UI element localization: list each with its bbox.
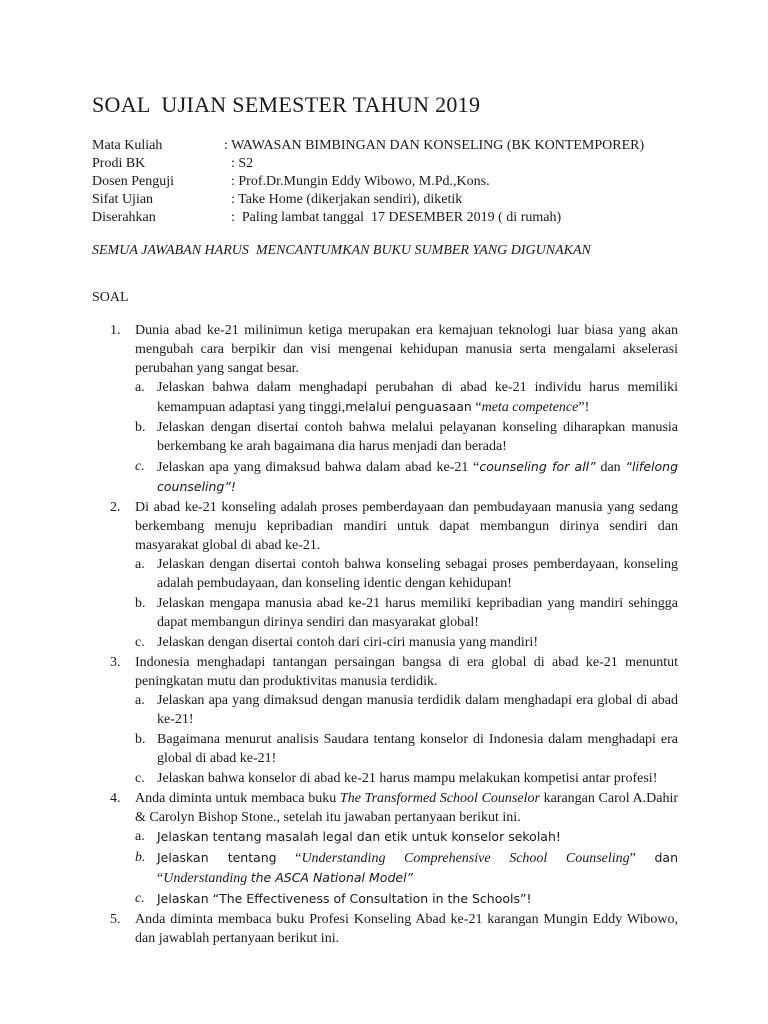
question-text: Anda diminta untuk membaca buku [135,791,340,806]
sub-letter: b. [135,596,146,611]
sub-question-2a [135,555,678,593]
sub-text: Jelaskan dengan disertai contoh bahwa melalui pelayanan konseling diharapkan manusia berkembang ke arah bagaimana dia harus menjadi dan berada! [157,420,678,454]
questions-heading: SOAL [92,290,129,305]
sub-text-italic: Understanding Comprehensive School Counseling [301,851,630,866]
sub-question-list [135,827,678,909]
sub-question-3a [135,691,678,729]
question-2 [110,498,678,652]
question-4 [110,789,679,909]
sub-text: “ [157,871,164,886]
sub-text: Jelaskan tentang masalah legal dan etik untuk konselor sekolah! [157,829,561,844]
book-title: The Transformed School Counselor [339,791,540,806]
question-number: 5. [110,912,121,927]
info-label: Sifat Ujian [92,192,154,207]
info-value: : Paling lambat tanggal 17 DESEMBER 2019 ( di rumah) [224,210,562,225]
question-text: Anda diminta membaca buku Profesi Konseling Abad ke-21 karangan Mungin Eddy Wibowo, dan jawablah pertanyaan berikut ini. [135,912,678,946]
exam-info [92,137,644,227]
info-label: Dosen Penguji [92,174,175,189]
sub-question-1a [135,378,678,417]
sub-text: ” [629,851,655,866]
question-text: Dunia abad ke-21 milinimun ketiga merupakan era kemajuan teknologi luar biasa yang akan mengubah cara berpikir dan visi mengenai kehidupan manusia serta mengalami akselerasi perubahan yang sangat besar. [135,323,678,376]
question-text: karangan Carol A.Dahir & Carolyn Bishop Stone., setelah itu jawaban pertanyaan berikut ini. [135,791,679,825]
info-value: : S2 [224,156,254,171]
sub-letter: b. [135,850,146,865]
question-5 [110,910,678,948]
sub-text: “ [471,400,482,415]
question-1 [110,321,679,497]
sub-text: Jelaskan mengapa manusia abad ke-21 harus memiliki kepribadian yang mandiri sehingga dapat membangun dirinya sendiri dan masyarakat global! [157,596,678,630]
sub-letter: a. [135,693,145,708]
sub-text: Jelaskan tentang [157,850,277,865]
question-list [110,321,679,949]
sub-question-2c [135,633,678,652]
info-label: Prodi BK [92,156,146,171]
sub-text-italic: counseling for all” [479,459,596,474]
info-value: : WAWASAN BIMBINGAN DAN KONSELING (BK KONTEMPORER) [224,138,645,153]
info-row-examiner [92,173,644,191]
question-number: 4. [110,791,121,806]
sub-question-3b [135,730,678,768]
info-label: Mata Kuliah [92,138,163,153]
sub-letter: a. [135,380,145,395]
sub-text: dan [654,850,679,865]
sub-question-4c [135,889,678,909]
sub-letter: c. [135,891,145,906]
sub-letter: c. [135,771,145,786]
question-text: Indonesia menghadapi tantangan persaingan bangsa di era global di abad ke-21 menuntut peningkatan mutu dan produktivitas manusia terdidik. [135,655,678,689]
info-row-deadline [92,209,644,227]
question-number: 2. [110,500,121,515]
sub-text: Jelaskan dengan disertai contoh bahwa konseling sebagai proses pemberdayaan, konseling adalah pembudayaan, dan konseling identic dengan kehidupan! [157,557,678,591]
sub-text: Bagaimana menurut analisis Saudara tentang konselor di Indonesia dalam menghadapi era global di abad ke-21! [157,732,678,766]
sub-question-list [135,691,678,788]
info-row-program [92,155,644,173]
sub-question-1b [135,418,678,456]
question-number: 3. [110,655,121,670]
sub-question-1c [135,457,679,497]
sub-letter: b. [135,420,146,435]
info-label: Diserahkan [92,210,156,225]
sub-question-3c [135,769,678,788]
sub-letter: b. [135,732,146,747]
info-row-type [92,191,644,209]
sub-text: dan [595,460,626,475]
sub-letter: c. [135,459,145,474]
sub-text-italic: Understanding [163,871,251,886]
question-text: Di abad ke-21 konseling adalah proses pemberdayaan dan pembudayaan manusia yang sedang berkembang menuju kepribadian mandiri untuk dapat membangun dirinya sendiri dan masyarakat global di abad ke-21. [135,500,678,553]
sub-text: Jelaskan apa yang dimaksud bahwa dalam abad ke-21 “ [157,460,480,475]
sub-letter: a. [135,829,145,844]
sub-question-list [135,378,678,497]
page-title: SOAL UJIAN SEMESTER TAHUN 2019 [92,92,481,117]
sub-text: melalui penguasaan [345,399,472,414]
sub-question-list [135,555,678,652]
sub-text-italic: the ASCA National Model” [250,870,414,885]
sub-text: Jelaskan bahwa konselor di abad ke-21 harus mampu melakukan kompetisi antar profesi! [157,771,658,786]
question-number: 1. [110,323,121,338]
instruction-note: SEMUA JAWABAN HARUS MENCANTUMKAN BUKU SUMBER YANG DIGUNAKAN [92,243,591,258]
info-row-course [92,137,644,155]
sub-text-italic: “lifelong counseling”! [157,459,679,494]
sub-question-2b [135,594,678,632]
sub-question-4b [135,848,679,888]
sub-letter: a. [135,557,145,572]
info-value: : Take Home (dikerjakan sendiri), diketik [224,192,463,207]
question-3 [110,653,678,788]
sub-text: Jelaskan “The Effectiveness of Consultation in the Schools”! [157,891,532,906]
sub-text: Jelaskan apa yang dimaksud dengan manusia terdidik dalam menghadapi era global di abad ke-21! [157,693,678,727]
sub-text: Jelaskan bahwa dalam menghadapi perubahan di abad ke-21 individu harus memiliki kemampuan adaptasi yang tinggi, [157,380,678,415]
sub-text: “ [276,851,302,866]
sub-text: ”! [578,400,590,415]
sub-text: Jelaskan dengan disertai contoh dari ciri-ciri manusia yang mandiri! [157,635,538,650]
sub-text-italic: meta competence [481,400,579,415]
info-value: : Prof.Dr.Mungin Eddy Wibowo, M.Pd.,Kons. [224,174,490,189]
sub-letter: c. [135,635,145,650]
sub-question-4a [135,827,678,847]
